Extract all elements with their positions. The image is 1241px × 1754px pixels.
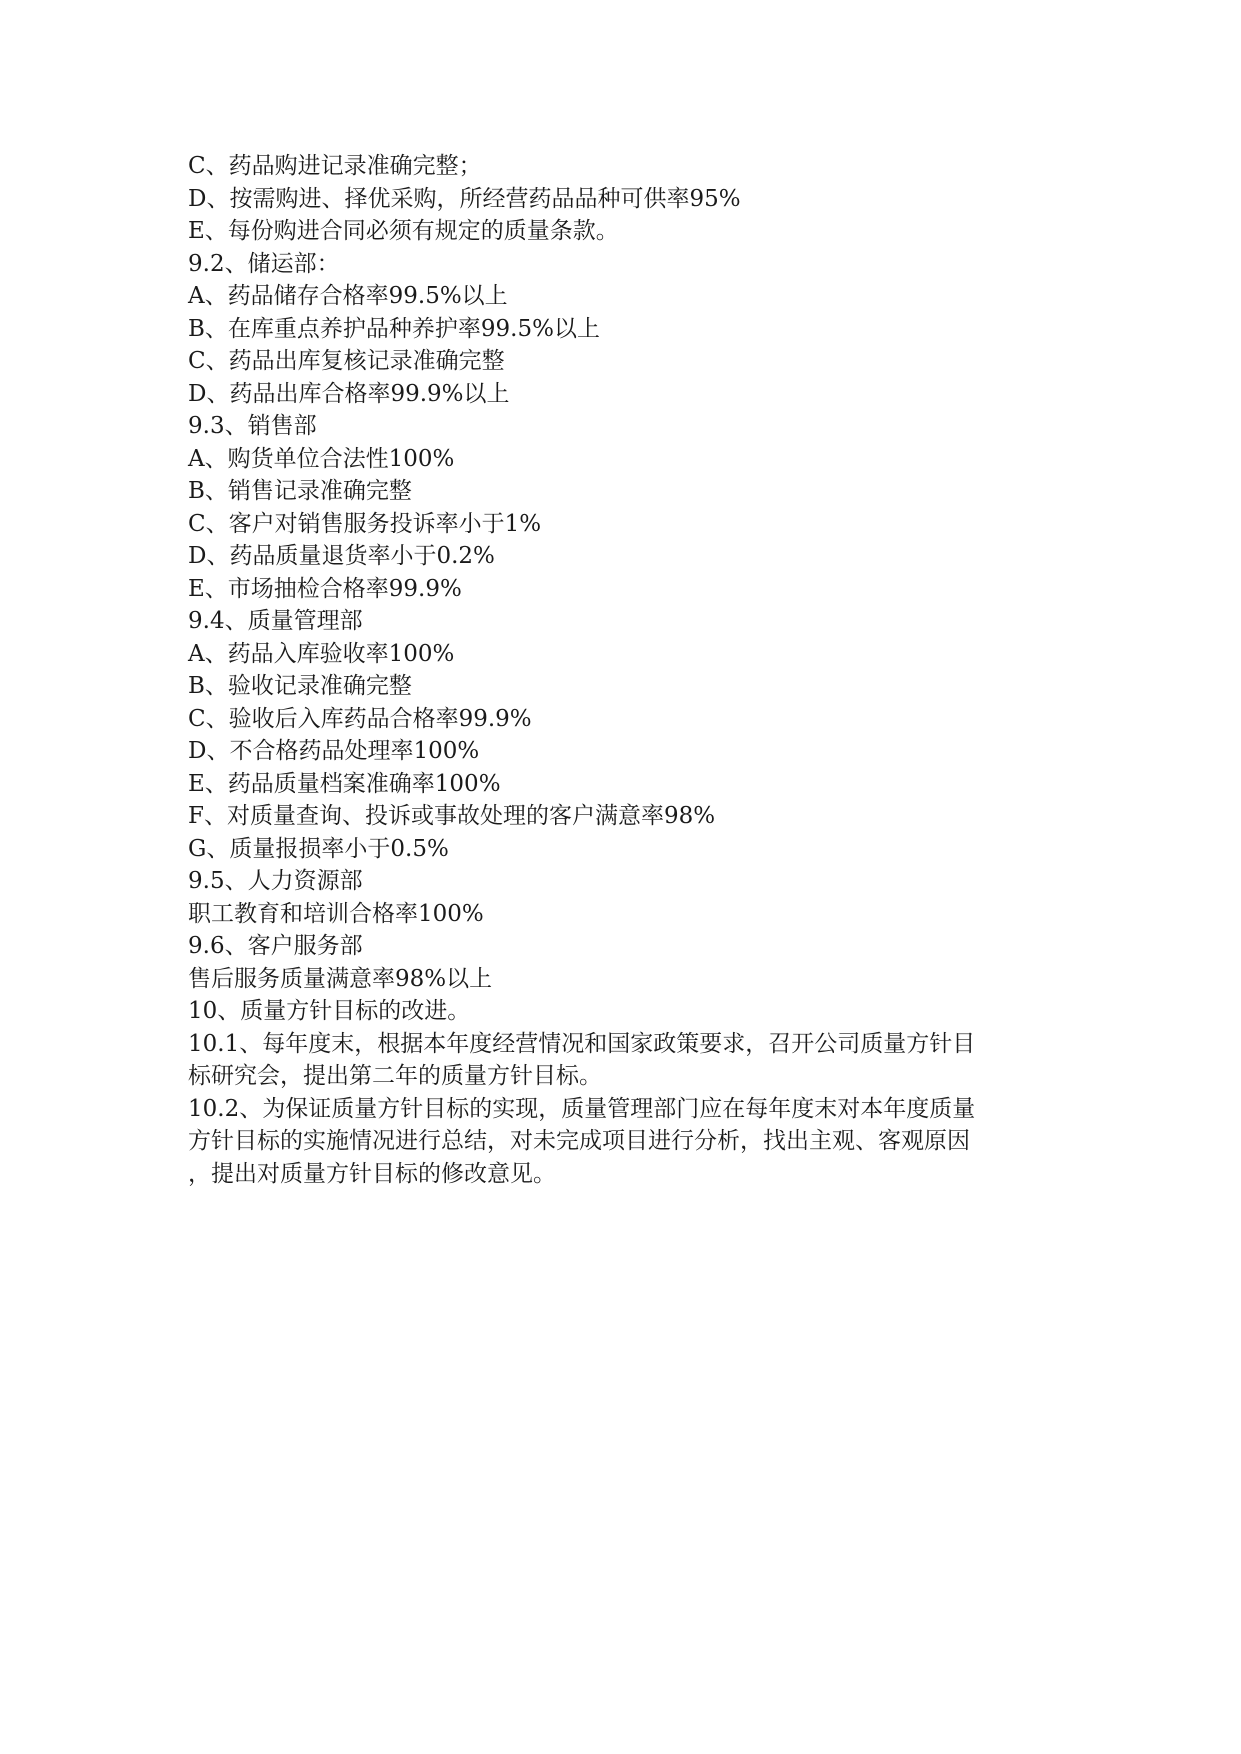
paragraph-line: 10.2、为保证质量方针目标的实现，质量管理部门应在每年度末对本年度质量	[188, 1095, 976, 1122]
list-item: E、每份购进合同必须有规定的质量条款。	[188, 218, 619, 244]
section-heading: 10、质量方针目标的改进。	[188, 998, 471, 1024]
list-item: D、药品出库合格率99.9%以上	[188, 380, 510, 407]
document-body	[188, 150, 1053, 1190]
list-item: B、销售记录准确完整	[188, 478, 412, 504]
paragraph-10-1	[188, 1028, 1053, 1093]
list-item: A、药品储存合格率99.5%以上	[188, 283, 508, 309]
list-item: E、市场抽检合格率99.9%	[188, 575, 462, 602]
section-heading: 9.5、人力资源部	[188, 868, 363, 894]
list-item: 职工教育和培训合格率100%	[188, 900, 484, 927]
list-item: D、按需购进、择优采购，所经营药品品种可供率95%	[188, 185, 741, 212]
list-item: A、购货单位合法性100%	[188, 445, 455, 472]
list-item: D、药品质量退货率小于0.2%	[188, 543, 495, 569]
list-item: E、药品质量档案准确率100%	[188, 770, 501, 797]
list-item: 售后服务质量满意率98%以上	[188, 965, 493, 992]
list-item: G、质量报损率小于0.5%	[188, 835, 449, 862]
paragraph-line: 方针目标的实施情况进行总结，对未完成项目进行分析，找出主观、客观原因	[188, 1128, 970, 1154]
paragraph-line: 10.1、每年度末，根据本年度经营情况和国家政策要求，召开公司质量方针目	[188, 1030, 976, 1057]
paragraph-line: 标研究会，提出第二年的质量方针目标。	[188, 1063, 602, 1089]
list-item: F、对质量查询、投诉或事故处理的客户满意率98%	[188, 803, 716, 829]
paragraph-10-2	[188, 1093, 1053, 1191]
list-item: C、药品出库复核记录准确完整	[188, 348, 505, 374]
section-heading: 9.2、储运部：	[188, 250, 340, 277]
section-heading: 9.3、销售部	[188, 413, 317, 439]
section-heading: 9.4、质量管理部	[188, 608, 363, 634]
list-item: D、不合格药品处理率100%	[188, 738, 480, 764]
list-item: B、在库重点养护品种养护率99.5%以上	[188, 315, 600, 342]
section-heading: 9.6、客户服务部	[188, 933, 363, 959]
list-item: C、药品购进记录准确完整；	[188, 153, 482, 179]
list-item: A、药品入库验收率100%	[188, 640, 455, 667]
paragraph-line: ，提出对质量方针目标的修改意见。	[188, 1160, 556, 1187]
list-item: C、验收后入库药品合格率99.9%	[188, 705, 532, 732]
list-item: C、客户对销售服务投诉率小于1%	[188, 510, 542, 537]
list-item: B、验收记录准确完整	[188, 673, 412, 699]
